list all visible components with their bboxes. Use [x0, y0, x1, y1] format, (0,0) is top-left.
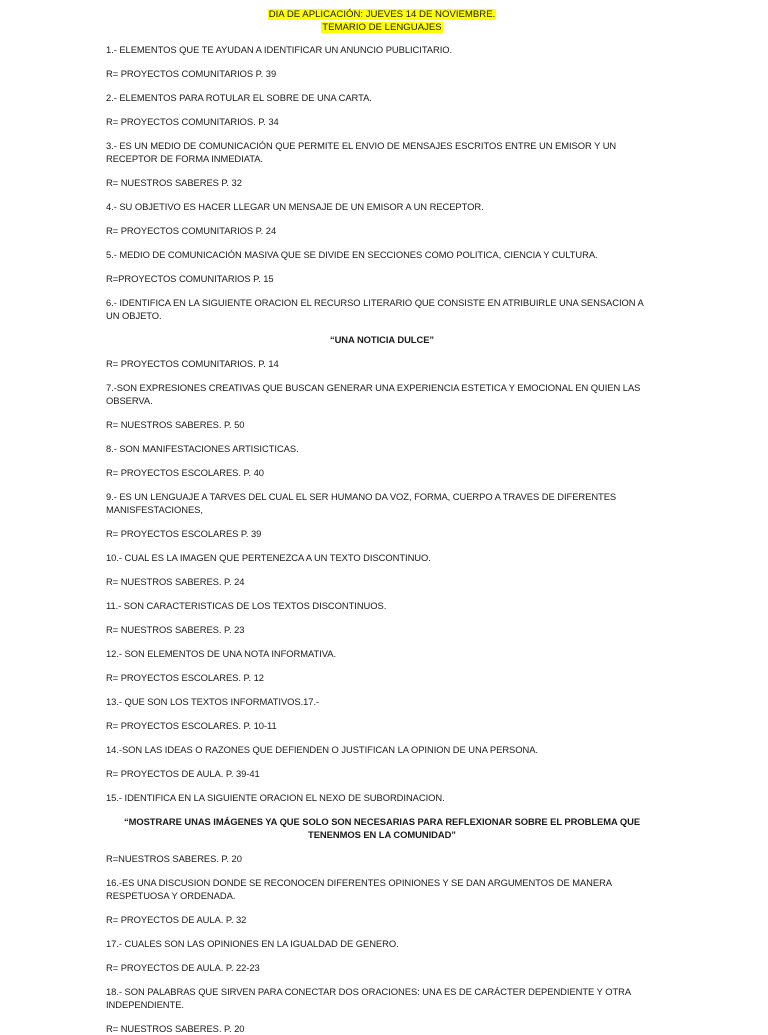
answer-15: R=NUESTROS SABERES. P. 20 [106, 853, 242, 864]
question-14: 14.-SON LAS IDEAS O RAZONES QUE DEFIENDEN O JUSTIFICAN LA OPINION DE UNA PERSONA. [106, 744, 538, 755]
answer-16: R= PROYECTOS DE AULA. P. 32 [106, 914, 247, 925]
question-list [106, 43, 658, 1035]
question-6: 6.- IDENTIFICA EN LA SIGUIENTE ORACION EL RECURSO LITERARIO QUE CONSISTE EN ATRIBUIRLE UNA SENSACION A UN OBJETO. [106, 297, 644, 321]
answer-10: R= NUESTROS SABERES. P. 24 [106, 576, 245, 587]
answer-17: R= PROYECTOS DE AULA. P. 22-23 [106, 962, 260, 973]
document-title: TEMARIO DE LENGUAJES [322, 21, 442, 33]
application-date: DIA DE APLICACIÓN: JUEVES 14 DE NOVIEMBRE. [268, 9, 496, 20]
question-3: 3.- ES UN MEDIO DE COMUNICACIÓN QUE PERMITE EL ENVIO DE MENSAJES ESCRITOS ENTRE UN EMISOR Y UN RECEPTOR DE FORMA INMEDIATA. [106, 140, 617, 164]
answer-13: R= PROYECTOS ESCOLARES. P. 10-11 [106, 720, 277, 731]
question-13: 13.- QUE SON LOS TEXTOS INFORMATIVOS.17.- [106, 696, 320, 707]
answer-18: R= NUESTROS SABERES. P. 20 [106, 1023, 245, 1034]
answer-2: R= PROYECTOS COMUNITARIOS. P. 34 [106, 116, 279, 127]
answer-3: R= NUESTROS SABERES P. 32 [106, 177, 242, 188]
document-header [106, 9, 658, 34]
question-10: 10.- CUAL ES LA IMAGEN QUE PERTENEZCA A UN TEXTO DISCONTINUO. [106, 552, 431, 563]
question-12: 12.- SON ELEMENTOS DE UNA NOTA INFORMATIVA. [106, 648, 337, 659]
question-7: 7.-SON EXPRESIONES CREATIVAS QUE BUSCAN GENERAR UNA EXPERIENCIA ESTETICA Y EMOCIONAL EN QUIEN LAS OBSERVA. [106, 382, 641, 406]
question-18: 18.- SON PALABRAS QUE SIRVEN PARA CONECTAR DOS ORACIONES: UNA ES DE CARÁCTER DEPENDIENTE Y OTRA INDEPENDIENTE. [106, 986, 631, 1010]
answer-5: R=PROYECTOS COMUNITARIOS P. 15 [106, 273, 274, 284]
answer-11: R= NUESTROS SABERES. P. 23 [106, 624, 245, 635]
quote-6: “UNA NOTICIA DULCE” [329, 334, 435, 345]
answer-12: R= PROYECTOS ESCOLARES. P. 12 [106, 672, 264, 683]
question-16: 16.-ES UNA DISCUSION DONDE SE RECONOCEN DIFERENTES OPINIONES Y SE DAN ARGUMENTOS DE MANERA RESPETUOSA Y ORDENADA. [106, 877, 612, 901]
answer-7: R= NUESTROS SABERES. P. 50 [106, 419, 245, 430]
quote-15: “MOSTRARE UNAS IMÁGENES YA QUE SOLO SON NECESARIAS PARA REFLEXIONAR SOBRE EL PROBLEMA QUE TENENMOS EN LA COMUNIDAD” [123, 816, 641, 840]
question-4: 4.- SU OBJETIVO ES HACER LLEGAR UN MENSAJE DE UN EMISOR A UN RECEPTOR. [106, 201, 484, 212]
question-15: 15.- IDENTIFICA EN LA SIGUIENTE ORACION EL NEXO DE SUBORDINACION. [106, 792, 445, 803]
answer-4: R= PROYECTOS COMUNITARIOS P. 24 [106, 225, 277, 236]
question-9: 9.- ES UN LENGUAJE A TARVES DEL CUAL EL SER HUMANO DA VOZ, FORMA, CUERPO A TRAVES DE DIFERENTES MANISFESTACIONES, [106, 491, 617, 515]
answer-9: R= PROYECTOS ESCOLARES P. 39 [106, 528, 262, 539]
question-1: 1.- ELEMENTOS QUE TE AYUDAN A IDENTIFICAR UN ANUNCIO PUBLICITARIO. [106, 44, 453, 55]
question-17: 17.- CUALES SON LAS OPINIONES EN LA IGUALDAD DE GENERO. [106, 938, 399, 949]
question-8: 8.- SON MANIFESTACIONES ARTISICTICAS. [106, 443, 299, 454]
answer-14: R= PROYECTOS DE AULA. P. 39-41 [106, 768, 260, 779]
question-11: 11.- SON CARACTERISTICAS DE LOS TEXTOS DISCONTINUOS. [106, 600, 387, 611]
answer-1: R= PROYECTOS COMUNITARIOS P. 39 [106, 68, 277, 79]
question-5: 5.- MEDIO DE COMUNICACIÓN MASIVA QUE SE DIVIDE EN SECCIONES COMO POLITICA, CIENCIA Y CULTURA. [106, 249, 598, 260]
question-2: 2.- ELEMENTOS PARA ROTULAR EL SOBRE DE UNA CARTA. [106, 92, 372, 103]
answer-8: R= PROYECTOS ESCOLARES. P. 40 [106, 467, 264, 478]
answer-6: R= PROYECTOS COMUNITARIOS. P. 14 [106, 358, 279, 369]
